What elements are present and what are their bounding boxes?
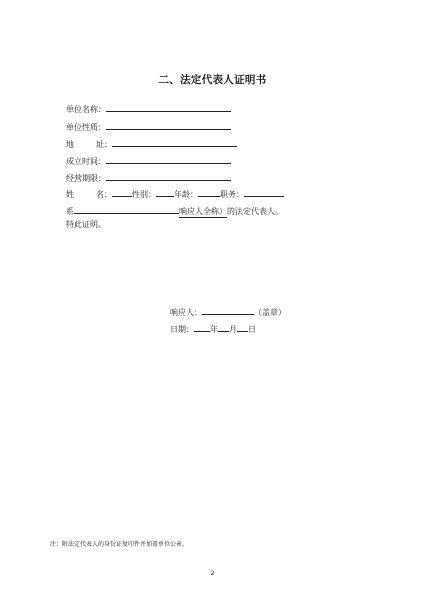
unit-nature-label: 单位性质： [66,123,106,132]
date-row [170,322,256,335]
day-label: 日 [248,325,256,334]
page-title: 二、法定代表人证明书 [158,74,267,86]
address-row [66,137,237,150]
respondent-name-blank[interactable] [74,204,179,214]
date-label: 日期： [170,325,194,334]
footnote: 注：附法定代表人的身份证复印件并加盖单位公章。 [50,541,189,548]
respondent-label: 响应人： [170,308,202,317]
address-blank[interactable] [112,137,237,147]
respondent-blank[interactable] [202,305,254,315]
name-blank[interactable] [112,187,132,197]
respondent-sign-row [170,305,286,318]
term-label: 经营期限： [66,174,106,183]
age-label: 年龄： [174,190,198,199]
established-label: 成立时间： [66,157,106,166]
unit-name-label: 单位名称： [66,105,106,114]
address-label-second: 址： [96,140,112,149]
day-blank[interactable] [237,322,248,332]
unit-name-blank[interactable] [106,102,231,112]
certify-row [66,220,106,230]
unit-nature-row [66,120,231,133]
unit-name-row [66,102,231,115]
name-label-first: 姓 [66,190,74,199]
seal-text: （盖章） [254,308,286,317]
established-row [66,154,231,167]
respondent-fullname-hint: 响应人全称） [179,207,227,216]
term-row [66,171,231,184]
term-blank[interactable] [106,171,231,181]
unit-nature-blank[interactable] [106,120,231,130]
month-label: 月 [229,325,237,334]
certify-text: 特此证明。 [66,220,106,229]
year-blank[interactable] [194,322,210,332]
person-row [66,187,284,200]
gender-blank[interactable] [156,187,174,197]
name-label-second: 名： [96,190,112,199]
year-label: 年 [210,325,218,334]
representative-row [66,204,283,218]
month-blank[interactable] [218,322,229,332]
is-suffix: 的法定代表人。 [227,207,283,216]
page-number: 2 [210,570,215,577]
address-label-first: 地 [66,140,74,149]
established-blank[interactable] [106,154,231,164]
position-blank[interactable] [244,187,284,197]
position-label: 职务： [220,190,244,199]
age-blank[interactable] [198,187,220,197]
is-prefix: 系 [66,207,74,216]
gender-label: 性别： [132,190,156,199]
